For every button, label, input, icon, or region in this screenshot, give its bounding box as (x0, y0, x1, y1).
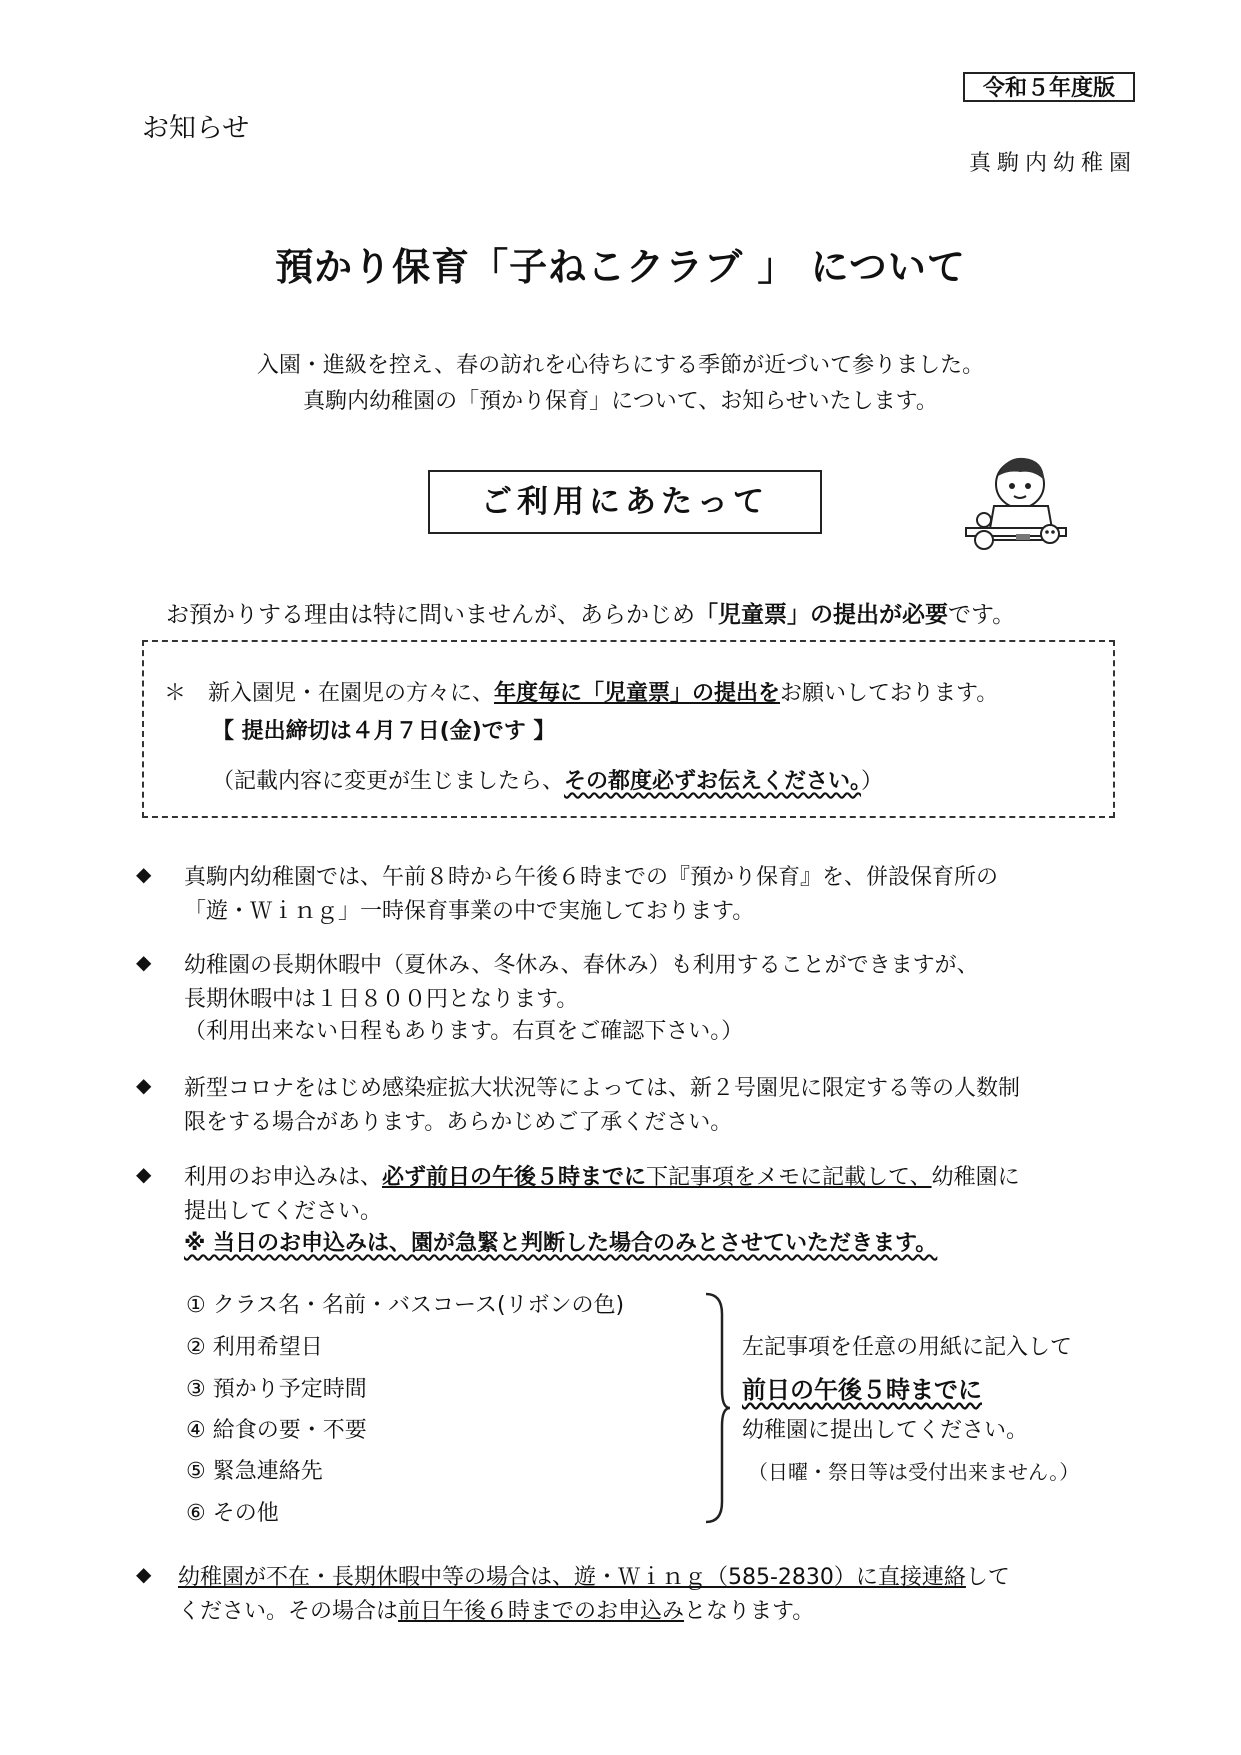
box-star: ＊ (164, 681, 187, 706)
list-item: ⑤ 緊急連絡先 (186, 1459, 323, 1484)
bullet-2-line-1: 幼稚園の長期休暇中（夏休み、冬休み、春休み）も利用することができますが、 (184, 953, 979, 978)
bullet-3-line-2: 限をする場合があります。あらかじめご了承ください。 (184, 1110, 733, 1135)
bullet-4-line-3: ※ 当日のお申込みは、園が急緊と判断した場合のみとさせていただきます。 (184, 1231, 938, 1256)
bullet-4-icon: ◆ (136, 1162, 152, 1186)
bullet-4-line-1 (184, 1160, 1020, 1191)
bullet-5-line-2 (178, 1594, 814, 1625)
bullet-5-icon: ◆ (136, 1562, 152, 1586)
reason-bold: 「児童票」の提出が必要 (695, 602, 948, 628)
intro-line-1: 入園・進級を控え、春の訪れを心待ちにする季節が近づいて参りました。 (256, 353, 985, 378)
bullet-2-icon: ◆ (136, 950, 152, 974)
intro-line-2: 真駒内幼稚園の「預かり保育」について、お知らせいたします。 (303, 389, 938, 414)
reason-line (166, 596, 1015, 629)
bullet-5-post-2: となります。 (684, 1599, 815, 1624)
bullet-5-underline-1: 幼稚園が不在・長期休暇中等の場合は、遊・Ｗｉｎｇ（585-2830）に直接連絡 (178, 1565, 966, 1590)
bullet-1-icon: ◆ (136, 862, 152, 886)
side-note-line-4: （日曜・祭日等は受付出来ません。） (748, 1460, 1080, 1484)
bullet-5-underline-2: 前日午後６時までのお申込み (398, 1599, 685, 1624)
page-title: 預かり保育「子ねこクラブ 」 について (275, 245, 966, 289)
box-line1-post: お願いしております。 (780, 681, 999, 706)
bullet-3-icon: ◆ (136, 1073, 152, 1097)
bullet-4-pre: 利用のお申込みは、 (184, 1165, 383, 1190)
list-item: ⑥ その他 (186, 1501, 279, 1526)
reason-pre: お預かりする理由は特に問いませんが、あらかじめ (166, 602, 695, 628)
box-note (212, 764, 883, 795)
side-note-line-2: 前日の午後５時までに (742, 1376, 982, 1404)
box-deadline: 【 提出締切は４月７日(金)です 】 (212, 719, 556, 744)
box-note-wavy: その都度必ずお伝えください。 (564, 769, 862, 794)
reason-post: です。 (948, 602, 1016, 628)
bullet-5-line-1 (178, 1560, 1010, 1591)
bullet-4-mid: 下記事項をメモに記載して、 (646, 1165, 932, 1190)
bullet-2-line-3: （利用出来ない日程もあります。右頁をご確認下さい。） (184, 1019, 744, 1044)
box-line1-pre: 新入園児・在園児の方々に、 (208, 681, 495, 706)
bullet-5-post-1: して (965, 1565, 1010, 1590)
bullet-5-pre-2: ください。その場合は (178, 1599, 399, 1624)
list-item: ③ 預かり予定時間 (186, 1377, 367, 1402)
bullet-4-line-2: 提出してください。 (184, 1199, 383, 1224)
school-name: 真駒内幼稚園 (968, 151, 1137, 176)
box-line1-underline: 年度毎に「児童票」の提出を (494, 681, 781, 706)
section-heading: ご利用にあたって (428, 470, 822, 534)
list-item: ④ 給食の要・不要 (186, 1418, 367, 1443)
notice-label: お知らせ (142, 113, 250, 144)
box-note-post: ） (861, 769, 884, 794)
child-illustration-icon (958, 448, 1068, 558)
bullet-1-line-2: 「遊・Ｗｉｎｇ」一時保育事業の中で実施しております。 (184, 899, 755, 924)
bullet-4-underline: 必ず前日の午後５時までに (382, 1165, 647, 1190)
side-note-line-1: 左記事項を任意の用紙に記入して (742, 1335, 1073, 1360)
edition-badge: 令和５年度版 (963, 72, 1135, 102)
side-note-line-3: 幼稚園に提出してください。 (742, 1418, 1029, 1443)
brace-icon (702, 1290, 732, 1526)
bullet-1-line-1: 真駒内幼稚園では、午前８時から午後６時までの『預かり保育』を、併設保育所の (184, 865, 999, 890)
bullet-4-post: 幼稚園に (931, 1165, 1020, 1190)
list-item: ② 利用希望日 (186, 1335, 323, 1360)
bullet-2-line-2: 長期休暇中は１日８００円となります。 (184, 987, 579, 1012)
box-note-pre: （記載内容に変更が生じましたら、 (212, 769, 565, 794)
box-line-1 (208, 676, 998, 707)
list-item: ① クラス名・名前・バスコース(リボンの色) (186, 1293, 625, 1318)
bullet-3-line-1: 新型コロナをはじめ感染症拡大状況等によっては、新２号園児に限定する等の人数制 (184, 1076, 1021, 1101)
